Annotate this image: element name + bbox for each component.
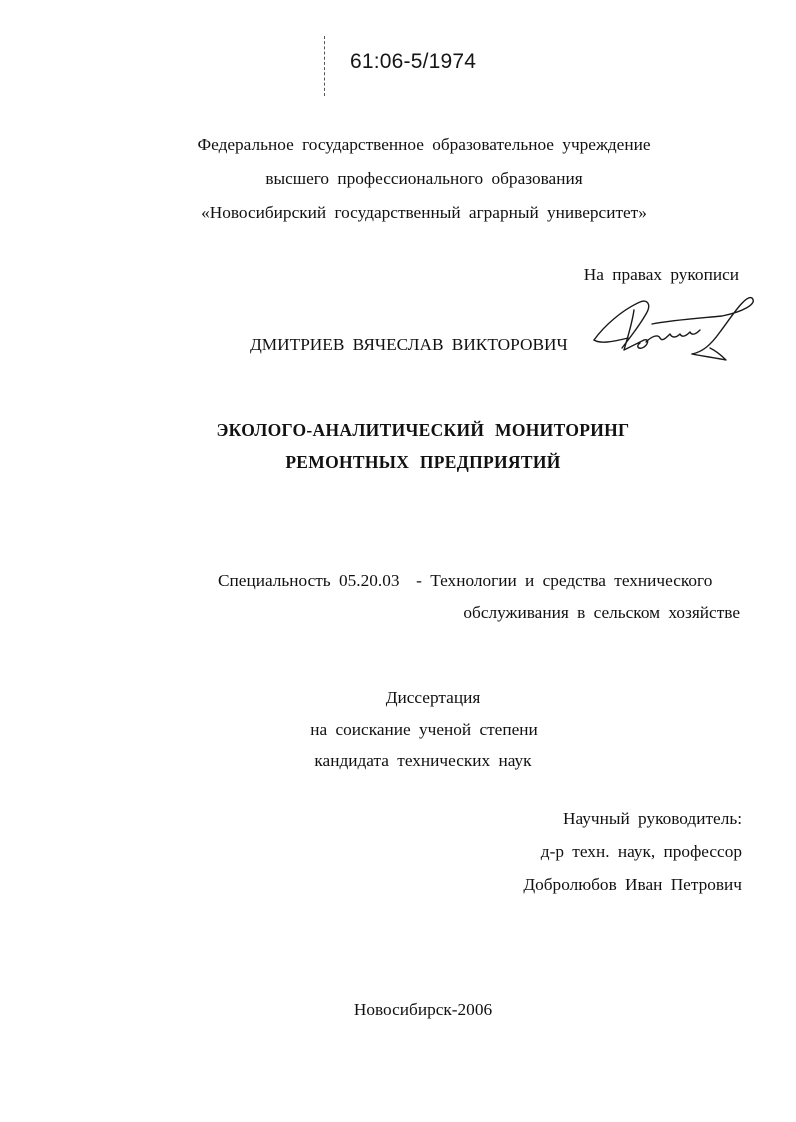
degree-purpose: на соискание ученой степени [310,720,538,739]
supervisor-name: Добролюбов Иван Петрович [523,875,742,894]
city-year: Новосибирск-2006 [353,1000,493,1019]
degree-name: кандидата технических наук [314,751,532,770]
dissertation-title-line-2: РЕМОНТНЫХ ПРЕДПРИЯТИЙ [285,452,561,472]
library-stamp-number: 61:06-5/1974 [350,50,477,73]
dissertation-label: Диссертация [385,688,481,707]
institution-line-2: высшего профессионального образования [265,169,583,188]
institution-line-3: «Новосибирский государственный аграрный университет» [201,203,647,222]
author-name: ДМИТРИЕВ ВЯЧЕСЛАВ ВИКТОРОВИЧ [250,335,568,354]
supervisor-degree: д-р техн. наук, профессор [540,842,742,861]
specialty-line-2: обслуживания в сельском хозяйстве [463,603,740,622]
dissertation-title-line-1: ЭКОЛОГО-АНАЛИТИЧЕСКИЙ МОНИТОРИНГ [216,420,630,440]
supervisor-label: Научный руководитель: [563,809,742,828]
signature-icon [592,296,764,362]
scan-margin-line [324,36,326,96]
specialty-line-1: Специальность 05.20.03 - Технологии и средства технического [218,571,713,590]
institution-line-1: Федеральное государственное образовательное учреждение [197,135,651,154]
rights-note: На правах рукописи [583,265,739,284]
